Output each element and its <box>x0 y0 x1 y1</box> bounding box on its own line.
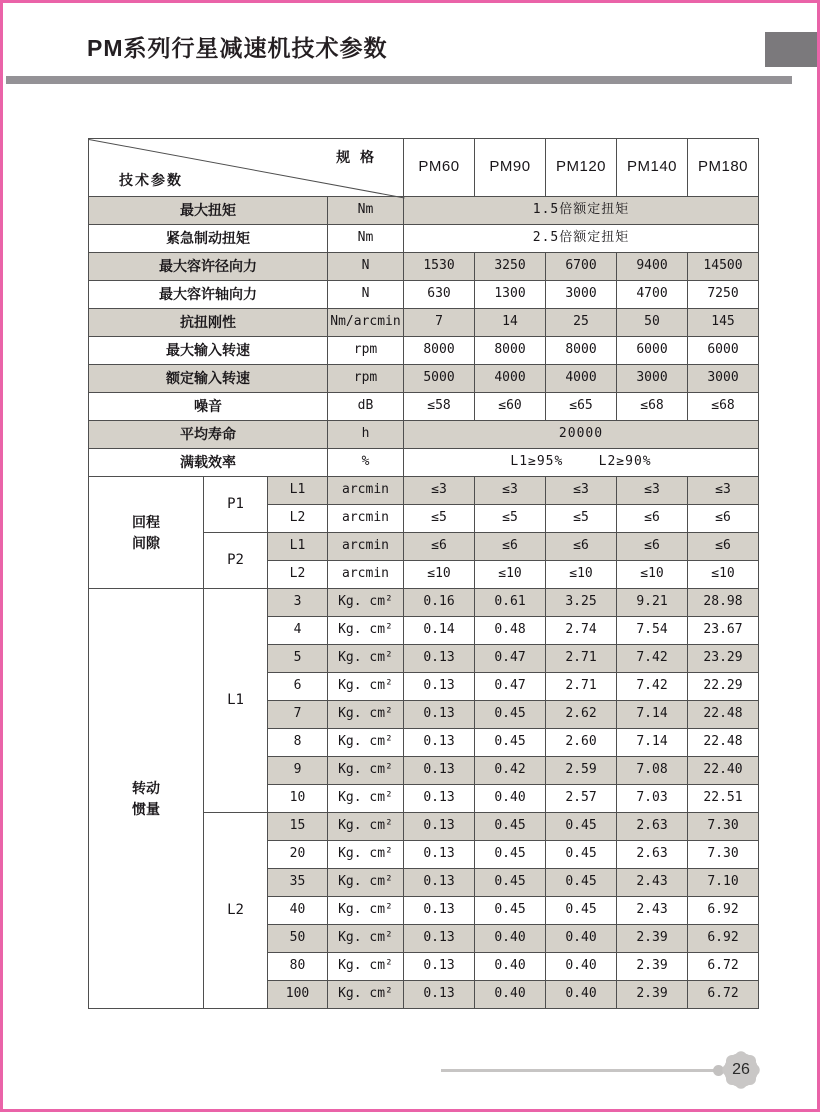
ratio-label: 15 <box>268 813 328 841</box>
row-unit: Kg. cm² <box>328 757 404 785</box>
column-header-model: PM140 <box>617 139 688 197</box>
cell-value: 0.45 <box>546 841 617 869</box>
cell-value: 0.40 <box>546 925 617 953</box>
cell-value: ≤5 <box>404 505 475 533</box>
cell-value: ≤10 <box>546 561 617 589</box>
row-unit: N <box>328 281 404 309</box>
cell-value: 7.42 <box>617 673 688 701</box>
cell-value: 6.72 <box>688 953 759 981</box>
cell-value: 0.13 <box>404 785 475 813</box>
cell-value: 0.45 <box>475 729 546 757</box>
cell-value: ≤60 <box>475 393 546 421</box>
cell-value: 3250 <box>475 253 546 281</box>
stage-label: L1 <box>268 477 328 505</box>
cell-value: 0.13 <box>404 897 475 925</box>
inertia-stage-label: L2 <box>204 813 268 1009</box>
row-unit: Kg. cm² <box>328 981 404 1009</box>
cell-value: 2.63 <box>617 813 688 841</box>
row-label <box>89 421 328 449</box>
row-value-span: 1.5倍额定扭矩 <box>404 197 759 225</box>
column-header-model: PM60 <box>404 139 475 197</box>
row-unit: Nm <box>328 225 404 253</box>
cell-value: 0.47 <box>475 673 546 701</box>
cell-value: 2.39 <box>617 925 688 953</box>
section-label-line: 回程 <box>132 513 160 530</box>
cell-value: ≤6 <box>475 533 546 561</box>
corner-label-spec: 规 格 <box>336 149 377 165</box>
cell-value: 0.40 <box>546 953 617 981</box>
row-unit: rpm <box>328 337 404 365</box>
row-label-text: 额定输入转速 <box>166 369 250 386</box>
corner-cell <box>89 139 404 197</box>
cell-value: 0.45 <box>475 701 546 729</box>
backlash-class-label: P2 <box>204 533 268 589</box>
section-label-line: 转动 <box>132 779 160 796</box>
cell-value: ≤6 <box>617 533 688 561</box>
ratio-label: 50 <box>268 925 328 953</box>
cell-value: 6.92 <box>688 925 759 953</box>
cell-value: 7.08 <box>617 757 688 785</box>
row-label <box>89 393 328 421</box>
row-label-text: 噪音 <box>194 397 222 414</box>
row-unit: arcmin <box>328 533 404 561</box>
cell-value: ≤3 <box>546 477 617 505</box>
cell-value: 8000 <box>475 337 546 365</box>
row-unit: Kg. cm² <box>328 785 404 813</box>
cell-value: 0.42 <box>475 757 546 785</box>
section-label-line: 间隙 <box>132 534 160 551</box>
cell-value: 1300 <box>475 281 546 309</box>
cell-value: 7.14 <box>617 701 688 729</box>
cell-value: 5000 <box>404 365 475 393</box>
row-label <box>89 281 328 309</box>
row-label <box>89 449 328 477</box>
row-unit: % <box>328 449 404 477</box>
cell-value: 7.30 <box>688 841 759 869</box>
cell-value: 2.71 <box>546 673 617 701</box>
row-label <box>89 309 328 337</box>
cell-value: ≤6 <box>404 533 475 561</box>
cell-value: 6.92 <box>688 897 759 925</box>
cell-value: ≤3 <box>617 477 688 505</box>
row-unit: N <box>328 253 404 281</box>
cell-value: 6000 <box>688 337 759 365</box>
cell-value: ≤10 <box>688 561 759 589</box>
section-label-inertia <box>89 589 204 1009</box>
ratio-label: 4 <box>268 617 328 645</box>
row-unit: rpm <box>328 365 404 393</box>
page-number: 26 <box>724 1053 758 1087</box>
cell-value: 0.13 <box>404 701 475 729</box>
cell-value: 28.98 <box>688 589 759 617</box>
cell-value: 0.45 <box>475 897 546 925</box>
row-label-text: 最大扭矩 <box>180 201 236 218</box>
ratio-label: 80 <box>268 953 328 981</box>
stage-label: L1 <box>268 533 328 561</box>
cell-value: 50 <box>617 309 688 337</box>
cell-value: 7.14 <box>617 729 688 757</box>
cell-value: 0.13 <box>404 729 475 757</box>
cell-value: 22.51 <box>688 785 759 813</box>
row-unit: Nm <box>328 197 404 225</box>
cell-value: 6.72 <box>688 981 759 1009</box>
cell-value: 4000 <box>546 365 617 393</box>
cell-value: 2.63 <box>617 841 688 869</box>
ratio-label: 8 <box>268 729 328 757</box>
cell-value: 0.48 <box>475 617 546 645</box>
ratio-label: 35 <box>268 869 328 897</box>
header-corner-block <box>765 32 817 67</box>
cell-value: 0.40 <box>475 785 546 813</box>
cell-value: 0.40 <box>546 981 617 1009</box>
cell-value: 6000 <box>617 337 688 365</box>
cell-value: 2.74 <box>546 617 617 645</box>
cell-value: 14500 <box>688 253 759 281</box>
cell-value: 0.13 <box>404 953 475 981</box>
row-unit: Kg. cm² <box>328 673 404 701</box>
ratio-label: 3 <box>268 589 328 617</box>
cell-value: ≤3 <box>475 477 546 505</box>
cell-value: ≤10 <box>404 561 475 589</box>
cell-value: 0.13 <box>404 645 475 673</box>
cell-value: ≤10 <box>475 561 546 589</box>
cell-value: 23.29 <box>688 645 759 673</box>
stage-label: L2 <box>268 561 328 589</box>
cell-value: 9.21 <box>617 589 688 617</box>
row-label <box>89 225 328 253</box>
row-label-text: 最大容许轴向力 <box>159 285 257 302</box>
cell-value: 7 <box>404 309 475 337</box>
inertia-stage-label: L1 <box>204 589 268 813</box>
column-header-model: PM90 <box>475 139 546 197</box>
column-header-model: PM180 <box>688 139 759 197</box>
cell-value: 7.03 <box>617 785 688 813</box>
cell-value: 2.57 <box>546 785 617 813</box>
ratio-label: 5 <box>268 645 328 673</box>
footer-line <box>441 1069 717 1072</box>
cell-value: 7.54 <box>617 617 688 645</box>
cell-value: 7.42 <box>617 645 688 673</box>
cell-value: ≤6 <box>546 533 617 561</box>
cell-value: 0.14 <box>404 617 475 645</box>
ratio-label: 10 <box>268 785 328 813</box>
row-unit: Nm/arcmin <box>328 309 404 337</box>
ratio-label: 6 <box>268 673 328 701</box>
cell-value: 0.13 <box>404 981 475 1009</box>
cell-value: 0.45 <box>546 869 617 897</box>
cell-value: 7250 <box>688 281 759 309</box>
cell-value: ≤58 <box>404 393 475 421</box>
row-label-text: 抗扭刚性 <box>180 313 236 330</box>
cell-value: 0.61 <box>475 589 546 617</box>
row-unit: Kg. cm² <box>328 953 404 981</box>
cell-value: ≤6 <box>688 533 759 561</box>
cell-value: 7.10 <box>688 869 759 897</box>
cell-value: ≤5 <box>475 505 546 533</box>
cell-value: 2.43 <box>617 897 688 925</box>
ratio-label: 40 <box>268 897 328 925</box>
row-label-text: 平均寿命 <box>180 425 236 442</box>
cell-value: 8000 <box>404 337 475 365</box>
backlash-class-label: P1 <box>204 477 268 533</box>
cell-value: 0.45 <box>546 813 617 841</box>
page-title: PM系列行星减速机技术参数 <box>87 35 388 61</box>
cell-value: 4700 <box>617 281 688 309</box>
cell-value: 22.48 <box>688 701 759 729</box>
row-unit: arcmin <box>328 505 404 533</box>
cell-value: 9400 <box>617 253 688 281</box>
row-label <box>89 337 328 365</box>
cell-value: 3.25 <box>546 589 617 617</box>
cell-value: 22.40 <box>688 757 759 785</box>
cell-value: 0.40 <box>475 925 546 953</box>
cell-value: 7.30 <box>688 813 759 841</box>
cell-value: 22.29 <box>688 673 759 701</box>
spec-table <box>88 138 759 1009</box>
cell-value: 145 <box>688 309 759 337</box>
section-label-line: 惯量 <box>132 800 160 817</box>
cell-value: 0.45 <box>475 841 546 869</box>
row-unit: Kg. cm² <box>328 869 404 897</box>
cell-value: 0.13 <box>404 869 475 897</box>
cell-value: 0.13 <box>404 813 475 841</box>
row-unit: Kg. cm² <box>328 701 404 729</box>
cell-value: 8000 <box>546 337 617 365</box>
cell-value: ≤6 <box>617 505 688 533</box>
cell-value: 6700 <box>546 253 617 281</box>
ratio-label: 7 <box>268 701 328 729</box>
ratio-label: 9 <box>268 757 328 785</box>
section-label-backlash <box>89 477 204 589</box>
cell-value: 2.60 <box>546 729 617 757</box>
stage-label: L2 <box>268 505 328 533</box>
cell-value: 0.40 <box>475 953 546 981</box>
cell-value: ≤65 <box>546 393 617 421</box>
cell-value: 3000 <box>546 281 617 309</box>
cell-value: 0.40 <box>475 981 546 1009</box>
row-unit: Kg. cm² <box>328 813 404 841</box>
gear-page-badge <box>720 1049 762 1091</box>
row-value-span: 2.5倍额定扭矩 <box>404 225 759 253</box>
row-unit: Kg. cm² <box>328 589 404 617</box>
row-unit: Kg. cm² <box>328 645 404 673</box>
row-unit: Kg. cm² <box>328 729 404 757</box>
cell-value: 0.45 <box>475 869 546 897</box>
cell-value: 2.39 <box>617 981 688 1009</box>
cell-value: 2.62 <box>546 701 617 729</box>
cell-value: 2.71 <box>546 645 617 673</box>
row-unit: arcmin <box>328 561 404 589</box>
row-label-text: 紧急制动扭矩 <box>166 229 250 246</box>
cell-value: 0.13 <box>404 925 475 953</box>
cell-value: 3000 <box>688 365 759 393</box>
cell-value: ≤10 <box>617 561 688 589</box>
cell-value: 2.43 <box>617 869 688 897</box>
row-unit: Kg. cm² <box>328 897 404 925</box>
ratio-label: 20 <box>268 841 328 869</box>
cell-value: ≤68 <box>617 393 688 421</box>
cell-value: 0.13 <box>404 841 475 869</box>
cell-value: ≤68 <box>688 393 759 421</box>
cell-value: 1530 <box>404 253 475 281</box>
cell-value: 0.45 <box>546 897 617 925</box>
row-label <box>89 253 328 281</box>
cell-value: 3000 <box>617 365 688 393</box>
row-unit: Kg. cm² <box>328 617 404 645</box>
row-label <box>89 365 328 393</box>
ratio-label: 100 <box>268 981 328 1009</box>
row-unit: dB <box>328 393 404 421</box>
cell-value: ≤3 <box>404 477 475 505</box>
diagonal-line <box>89 139 405 198</box>
row-label <box>89 197 328 225</box>
cell-value: ≤3 <box>688 477 759 505</box>
row-unit: Kg. cm² <box>328 841 404 869</box>
cell-value: 630 <box>404 281 475 309</box>
cell-value: 2.39 <box>617 953 688 981</box>
row-label-text: 最大输入转速 <box>166 341 250 358</box>
cell-value: 2.59 <box>546 757 617 785</box>
cell-value: ≤5 <box>546 505 617 533</box>
header-rule <box>6 76 792 84</box>
row-unit: h <box>328 421 404 449</box>
column-header-model: PM120 <box>546 139 617 197</box>
cell-value: 0.45 <box>475 813 546 841</box>
row-unit: arcmin <box>328 477 404 505</box>
cell-value: 0.47 <box>475 645 546 673</box>
cell-value: 23.67 <box>688 617 759 645</box>
row-label-text: 最大容许径向力 <box>159 257 257 274</box>
cell-value: 0.13 <box>404 757 475 785</box>
corner-label-parameters: 技术参数 <box>119 171 183 188</box>
cell-value: 22.48 <box>688 729 759 757</box>
row-label-text: 满载效率 <box>180 453 236 470</box>
cell-value: 25 <box>546 309 617 337</box>
cell-value: ≤6 <box>688 505 759 533</box>
row-unit: Kg. cm² <box>328 925 404 953</box>
row-value-span: 20000 <box>404 421 759 449</box>
cell-value: 4000 <box>475 365 546 393</box>
cell-value: 0.16 <box>404 589 475 617</box>
cell-value: 14 <box>475 309 546 337</box>
row-value-span: L1≥95% L2≥90% <box>404 449 759 477</box>
cell-value: 0.13 <box>404 673 475 701</box>
